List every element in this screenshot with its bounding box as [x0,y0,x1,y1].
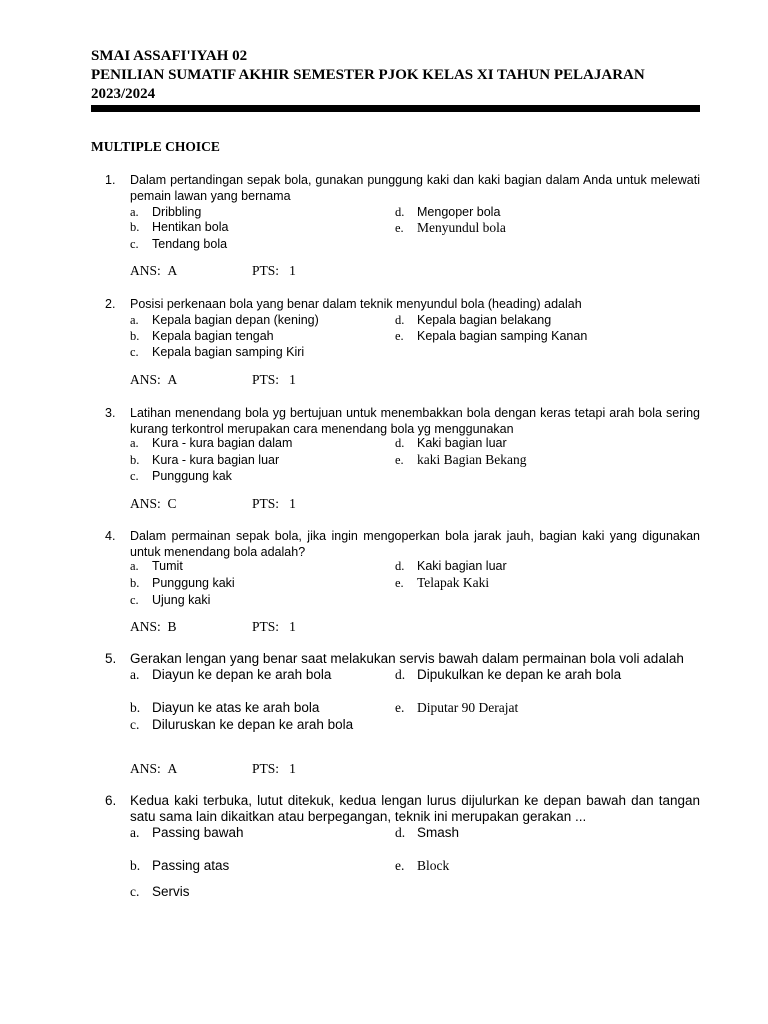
option-b: b. Diayun ke atas ke arah bola [130,700,320,715]
exam-title-line1: PENILIAN SUMATIF AKHIR SEMESTER PJOK KELAS XI TAHUN PELAJARAN [91,67,645,83]
question-2 [105,296,700,312]
question-1 [105,172,700,204]
question-number: 2. [105,297,116,311]
points-value: 1 [289,372,296,387]
option-a: a. Kura - kura bagian dalam [130,436,293,450]
option-a: a. Tumit [130,559,183,573]
option-e: e. Diputar 90 Derajat [395,700,519,715]
option-a: a. Diayun ke depan ke arah bola [130,667,332,682]
header-divider [91,105,700,112]
option-a: a. Kepala bagian depan (kening) [130,313,319,327]
option-b: b. Hentikan bola [130,220,229,234]
question-text: Posisi perkenaan bola yang benar dalam teknik menyundul bola (heading) adalah [130,297,582,311]
question-number: 5. [105,651,117,666]
question-text: Latihan menendang bola yg bertujuan untuk menembakkan bola dengan keras tetapi arah bola sering kurang terkontrol merupakan cara menendang bola yg menggunakan [130,406,700,436]
option-b: b. Kura - kura bagian luar [130,453,280,467]
option-b: b. Passing atas [130,858,230,873]
question-3 [105,405,700,437]
option-c: c. Diluruskan ke depan ke arah bola [130,717,354,732]
question-text: Kedua kaki terbuka, lutut ditekuk, kedua lengan lurus dijulurkan ke depan bawah dan tangan satu sama lain dikaitkan atau berpegangan, teknik ini merupakan gerakan ... [130,793,700,824]
option-e: e. kaki Bagian Bekang [395,452,527,467]
answer-line: ANS: A PTS: 1 [130,372,296,387]
option-c: c. Ujung kaki [130,593,211,607]
option-d: d. Dipukulkan ke depan ke arah bola [395,667,622,682]
option-a: a. Passing bawah [130,825,244,840]
option-e: e. Block [395,858,450,873]
question-number: 6. [105,793,117,808]
option-d: d. Kaki bagian luar [395,436,507,450]
document-header [91,47,701,104]
answer-line: ANS: B PTS: 1 [130,619,296,634]
answer-value: A [167,263,178,278]
exam-title-line2: 2023/2024 [91,86,156,102]
section-title: MULTIPLE CHOICE [91,139,220,154]
question-4 [105,528,700,560]
points-value: 1 [289,761,296,776]
option-e: e. Menyundul bola [395,220,506,235]
points-value: 1 [289,496,296,511]
option-d: d. Kepala bagian belakang [395,313,552,327]
question-text: Dalam pertandingan sepak bola, gunakan punggung kaki dan kaki bagian dalam Anda untuk melewati pemain lawan yang bernama [130,173,700,203]
option-c: c. Tendang bola [130,237,228,251]
option-d: d. Kaki bagian luar [395,559,507,573]
option-a: a. Dribbling [130,205,202,219]
answer-value: B [167,619,177,634]
answer-value: A [167,761,178,776]
question-text: Gerakan lengan yang benar saat melakukan servis bawah dalam permainan bola voli adalah [130,651,684,666]
option-b: b. Punggung kaki [130,576,235,590]
answer-line: ANS: A PTS: 1 [130,761,296,776]
option-b: b. Kepala bagian tengah [130,329,274,343]
answer-value: C [167,496,177,511]
option-c: c. Kepala bagian samping Kiri [130,345,305,359]
option-e: e. Kepala bagian samping Kanan [395,329,588,343]
answer-line: ANS: C PTS: 1 [130,496,296,511]
school-name: SMAI ASSAFI'IYAH 02 [91,48,248,64]
option-e: e. Telapak Kaki [395,575,490,590]
question-6 [105,793,700,825]
option-d: d. Smash [395,825,460,840]
points-value: 1 [289,619,296,634]
question-text: Dalam permainan sepak bola, jika ingin mengoperkan bola jarak jauh, bagian kaki yang digunakan untuk menendang bola adalah? [130,529,700,559]
question-number: 4. [105,529,116,543]
question-number: 3. [105,406,116,420]
answer-line: ANS: A PTS: 1 [130,263,296,278]
points-value: 1 [289,263,296,278]
option-d: d. Mengoper bola [395,205,501,219]
option-c: c. Punggung kak [130,469,232,483]
question-number: 1. [105,173,116,187]
answer-value: A [167,372,178,387]
question-5 [105,651,700,667]
option-c: c. Servis [130,884,190,899]
